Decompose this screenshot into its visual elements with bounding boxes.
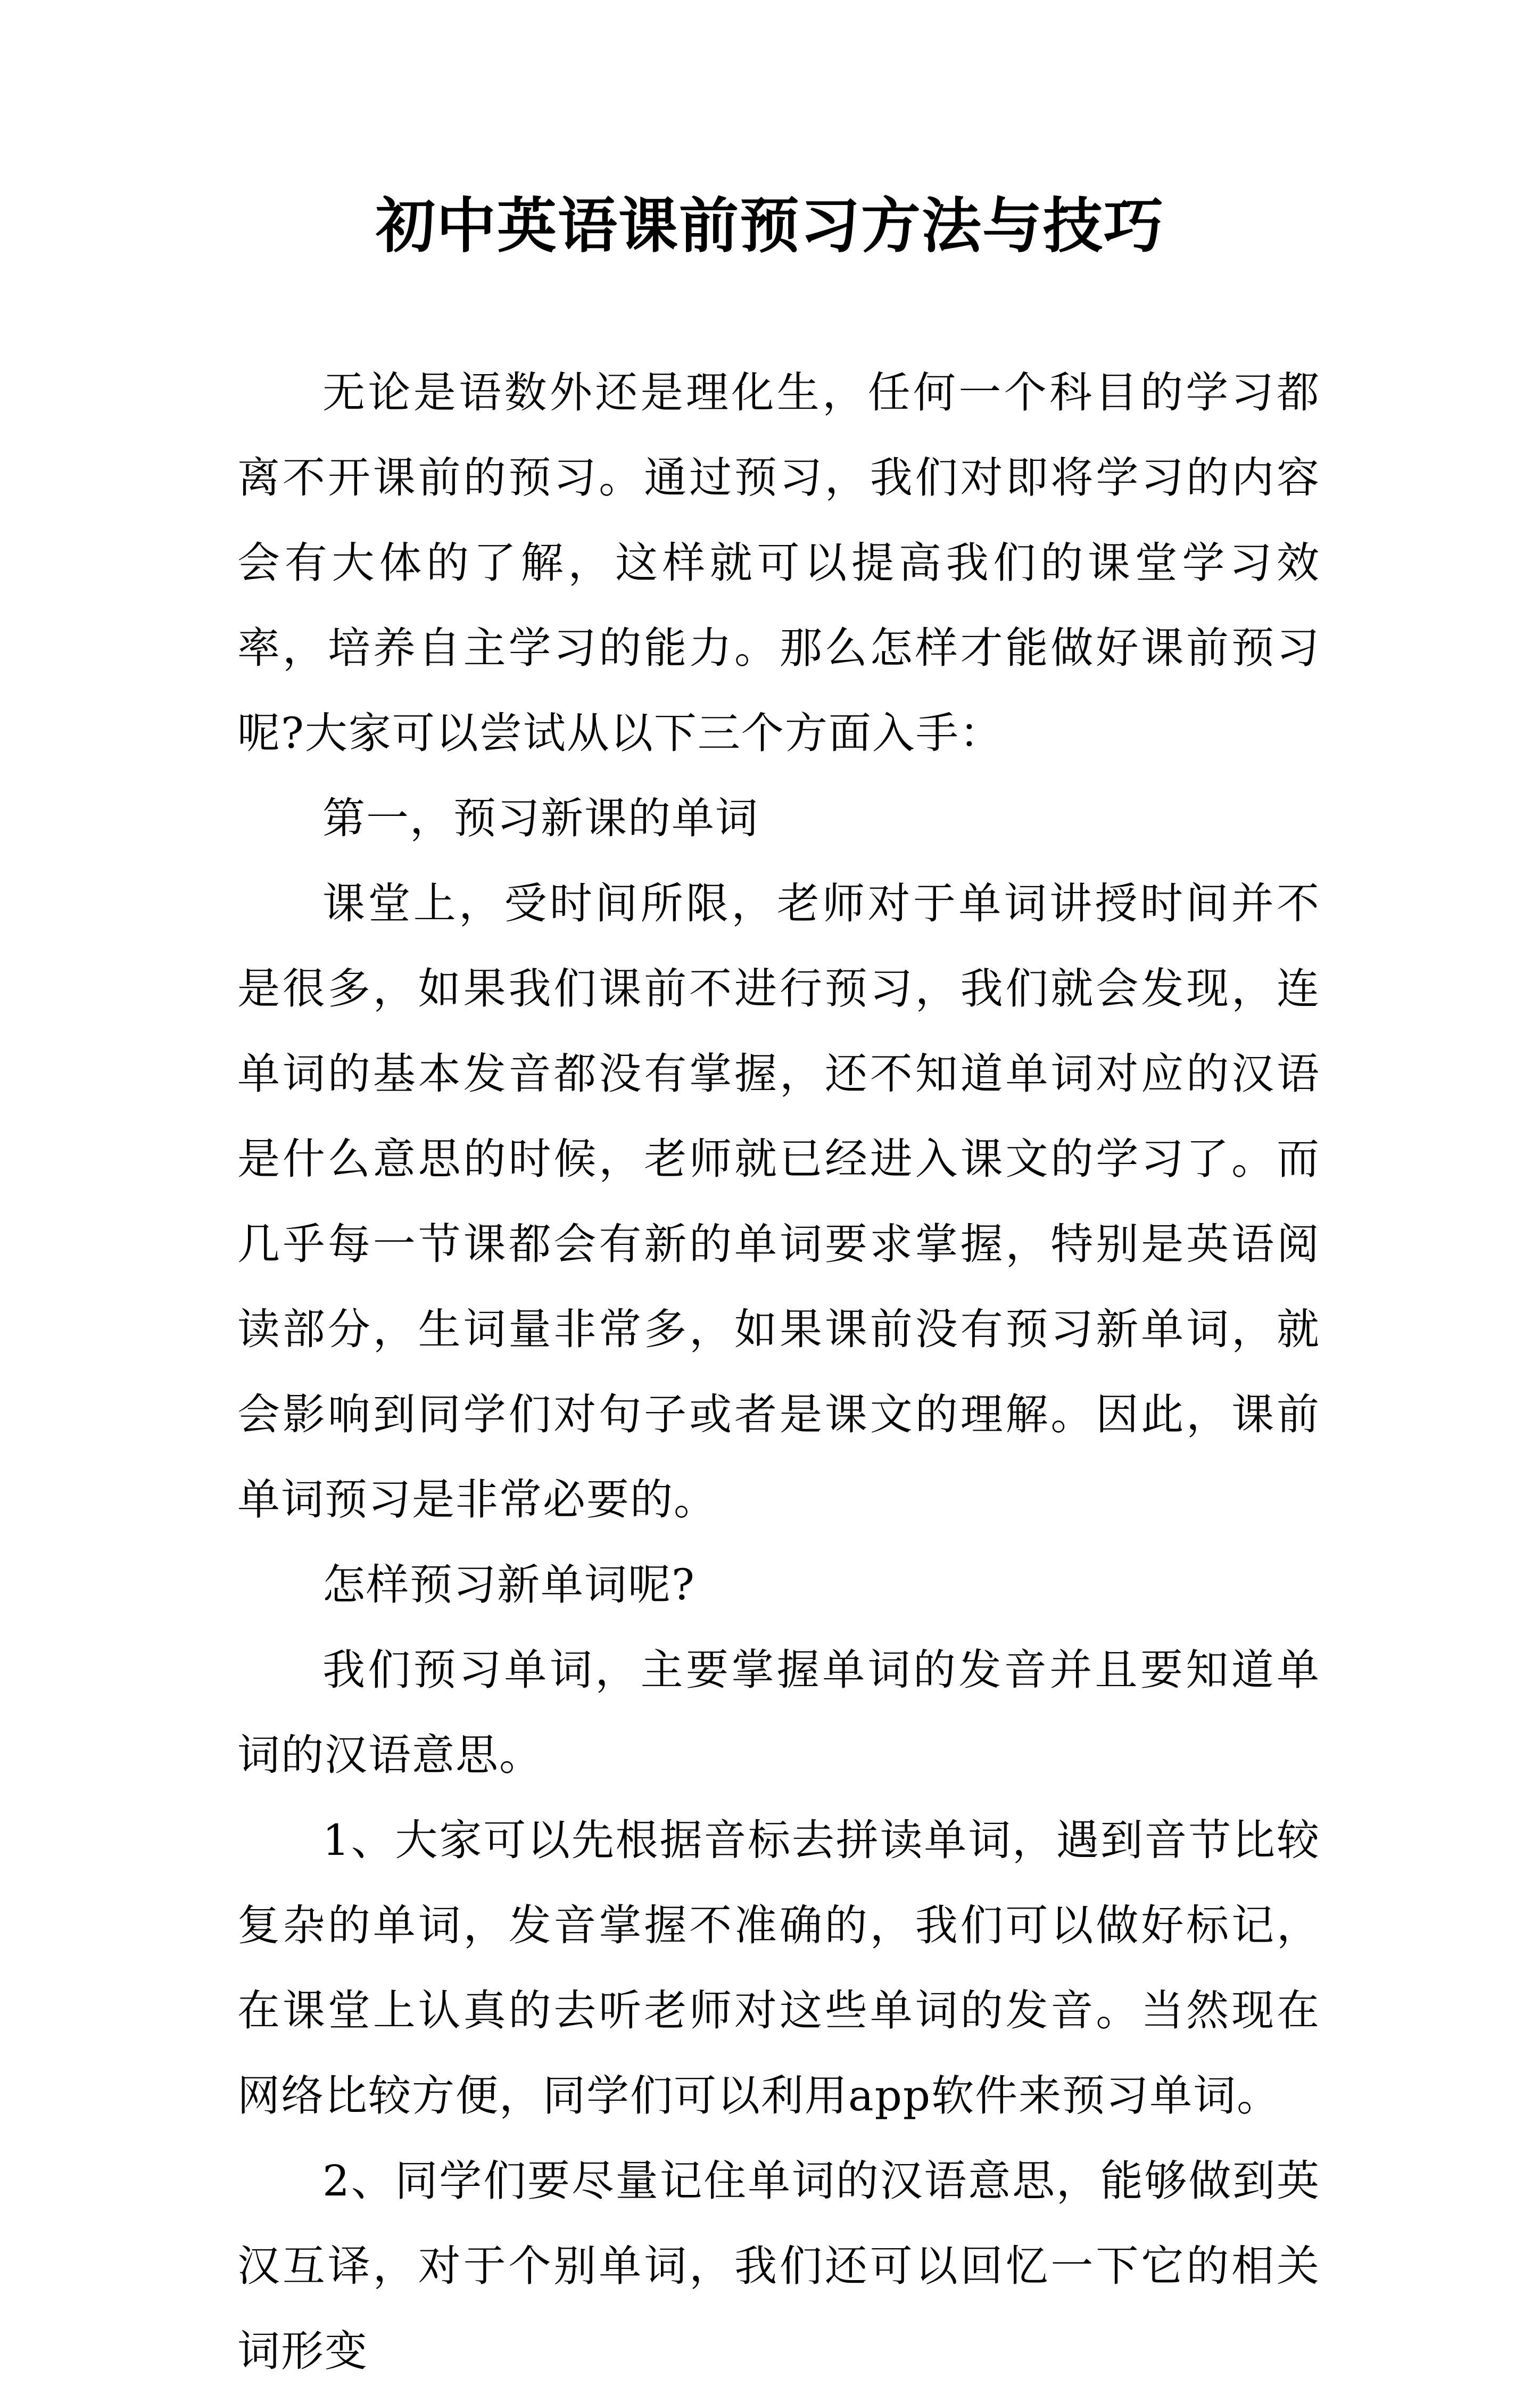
paragraph-classroom: 课堂上，受时间所限，老师对于单词讲授时间并不是很多，如果我们课前不进行预习，我们就会发现，连单词的基本发音都没有掌握，还不知道单词对应的汉语是什么意思的时候，老师就已经进入课文的学习了。而几乎每一节课都会有新的单词要求掌握，特别是英语阅读部分，生词量非常多，如果课前没有预习新单词，就会影响到同学们对句子或者是课文的理解。因此，课前单词预习是非常必要的。 xyxy=(237,879,1320,1524)
paragraph-tip-1: 1、大家可以先根据音标去拼读单词，遇到音节比较复杂的单词，发音掌握不准确的，我们可以做好标记，在课堂上认真的去听老师对这些单词的发音。当然现在网络比较方便，同学们可以利用app软件来预习单词。 xyxy=(237,1815,1320,2120)
document-title: 初中英语课前预习方法与技巧 xyxy=(376,191,1164,261)
paragraph-question: 怎样预习新单词呢? xyxy=(322,1560,696,1609)
paragraph-tip-2: 2、同学们要尽量记住单词的汉语意思，能够做到英汉互译，对于个别单词，我们还可以回忆一下它的相关词形变 xyxy=(237,2156,1320,2376)
paragraph-intro: 无论是语数外还是理化生，任何一个科目的学习都离不开课前的预习。通过预习，我们对即将学习的内容会有大体的了解，这样就可以提高我们的课堂学习效率，培养自主学习的能力。那么怎样才能做好课前预习呢?大家可以尝试从以下三个方面入手： xyxy=(237,368,1320,758)
paragraph-preview-words: 我们预习单词，主要掌握单词的发音并且要知道单词的汉语意思。 xyxy=(237,1645,1320,1780)
document-body xyxy=(237,350,1320,2394)
paragraph-heading-first: 第一，预习新课的单词 xyxy=(322,794,759,843)
